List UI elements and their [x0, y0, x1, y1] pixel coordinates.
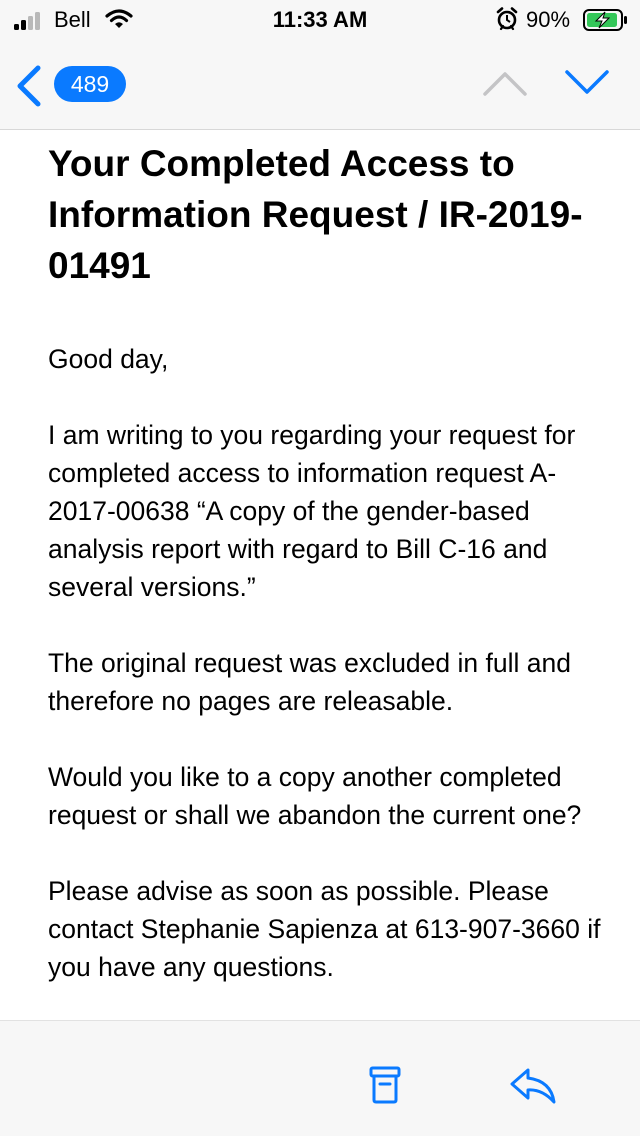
chevron-down-icon[interactable] [564, 68, 610, 98]
email-body [48, 340, 608, 1020]
alarm-icon [496, 7, 518, 31]
carrier-name: Bell [54, 7, 91, 32]
archive-icon[interactable] [369, 1065, 401, 1105]
chevron-up-icon[interactable] [482, 68, 528, 98]
status-bar [0, 0, 640, 40]
battery-percentage: 90% [526, 7, 571, 32]
battery-charging-icon [583, 9, 629, 31]
body-paragraph-exclusion: The original request was excluded in full and therefore no pages are releasable. [48, 648, 571, 716]
email-subject: Your Completed Access to Information Request / IR-2019-01491 [48, 143, 583, 286]
status-time: 11:33 AM [272, 7, 368, 32]
bottom-toolbar [0, 1020, 640, 1136]
body-paragraph-question: Would you like to a copy another completed request or shall we abandon the current one? [48, 762, 582, 830]
navigation-bar [0, 40, 640, 130]
message-content [0, 130, 640, 1020]
chevron-left-icon[interactable] [14, 64, 44, 108]
body-paragraph-greeting: Good day, [48, 344, 169, 374]
mailbox-count-badge[interactable]: 489 [54, 66, 126, 102]
body-paragraph-contact: Please advise as soon as possible. Please contact Stephanie Sapienza at 613-907-3660 if you have any questions. [48, 876, 601, 982]
body-paragraph-request: I am writing to you regarding your request for completed access to information request A-2017-00638 “A copy of the gender-based analysis report with regard to Bill C-16 and several versions.” [48, 420, 576, 602]
reply-icon[interactable] [509, 1067, 557, 1105]
